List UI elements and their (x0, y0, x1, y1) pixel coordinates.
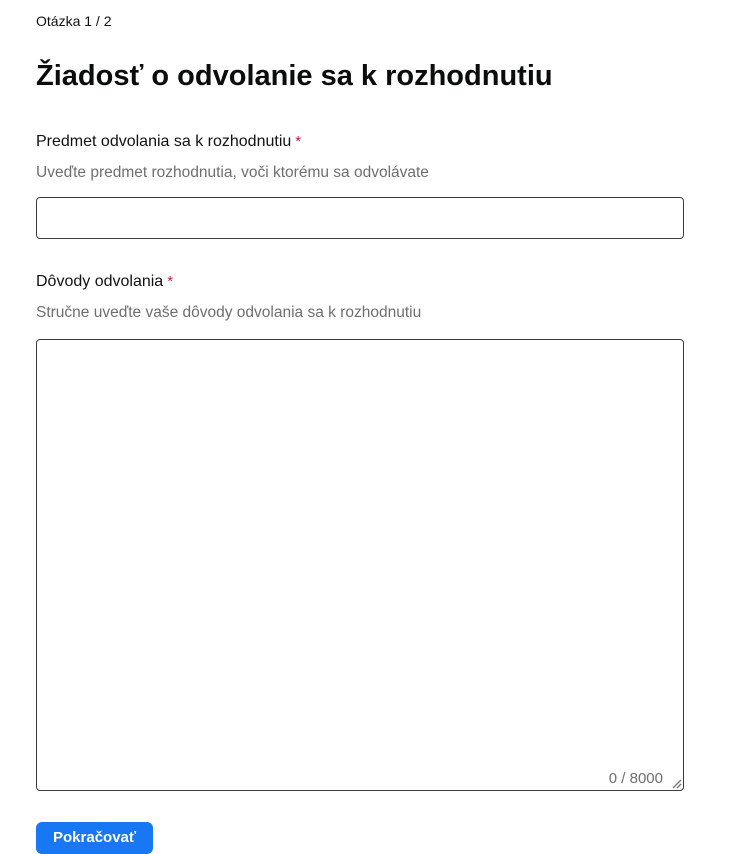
reasons-field-label (36, 272, 719, 291)
continue-button[interactable]: Pokračovať (36, 822, 153, 854)
character-counter: 0 / 8000 (608, 769, 663, 787)
subject-input[interactable] (36, 197, 684, 239)
subject-field-hint: Uveďte predmet rozhodnutia, voči ktorému sa odvolávate (36, 164, 429, 182)
subject-field-group (36, 132, 719, 239)
page-title: Žiadosť o odvolanie sa k rozhodnutiu (36, 59, 553, 92)
required-asterisk: * (295, 133, 302, 151)
reasons-field-group (36, 272, 719, 791)
question-progress: Otázka 1 / 2 (36, 13, 112, 29)
textarea-resize-grip-icon[interactable] (670, 777, 682, 789)
required-asterisk: * (167, 272, 174, 290)
reasons-label-text: Dôvody odvolania (36, 272, 164, 290)
reasons-field-hint: Stručne uveďte vaše dôvody odvolania sa k rozhodnutiu (36, 304, 422, 322)
reasons-textarea[interactable] (37, 340, 683, 790)
reasons-textarea-container (36, 339, 684, 791)
subject-label-text: Predmet odvolania sa k rozhodnutiu (36, 133, 292, 151)
subject-field-label (36, 132, 719, 151)
